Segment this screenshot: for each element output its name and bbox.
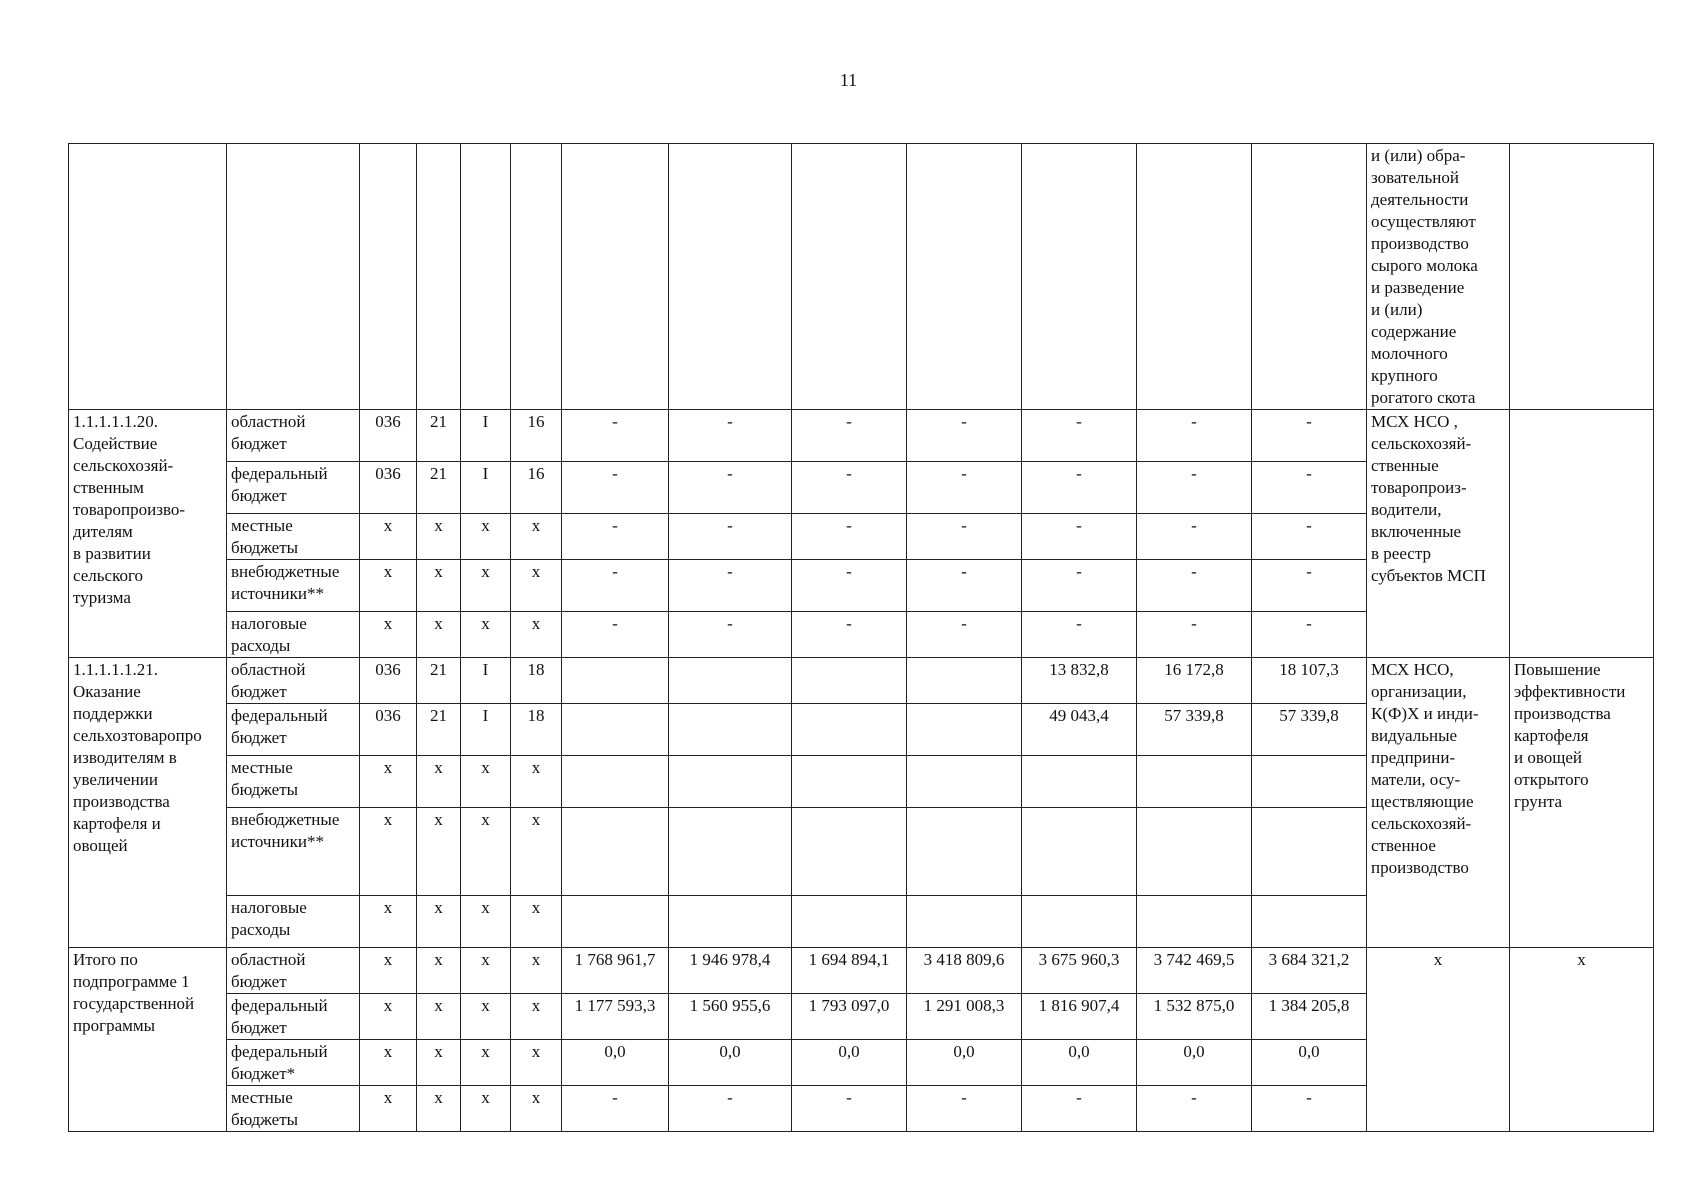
amount-cell: - xyxy=(792,612,907,658)
amount-cell: 1 946 978,4 xyxy=(669,948,792,994)
amount-cell: - xyxy=(907,1086,1022,1132)
amount-cell xyxy=(669,756,792,808)
table-cell xyxy=(69,144,227,410)
funding-table xyxy=(68,143,1654,1132)
budget-code-cell: х xyxy=(360,896,417,948)
amount-cell: - xyxy=(669,514,792,560)
executor-cell-continuation: и (или) обра- зовательной деятельности осуществляют производство сырого молока и разведение и (или) содержание молочного крупного рогатого скота xyxy=(1367,144,1510,410)
activity-name-cell: 1.1.1.1.1.21. Оказание поддержки сельхозтоваропро изводителям в увеличении производства картофеля и овощей xyxy=(69,658,227,948)
budget-code-cell: х xyxy=(511,514,562,560)
amount-cell: - xyxy=(562,560,669,612)
amount-cell: - xyxy=(1022,612,1137,658)
expected-result-cell: х xyxy=(1510,948,1654,1132)
amount-cell: - xyxy=(907,410,1022,462)
amount-cell: - xyxy=(907,514,1022,560)
amount-cell xyxy=(1137,808,1252,896)
amount-cell: 57 339,8 xyxy=(1137,704,1252,756)
budget-code-cell: 21 xyxy=(417,658,461,704)
amount-cell: - xyxy=(1022,514,1137,560)
table-row xyxy=(69,658,1654,704)
amount-cell: - xyxy=(792,1086,907,1132)
amount-cell: - xyxy=(1252,560,1367,612)
budget-code-cell: х xyxy=(461,948,511,994)
table-cell xyxy=(1137,144,1252,410)
budget-code-cell: 16 xyxy=(511,410,562,462)
budget-code-cell: х xyxy=(360,560,417,612)
amount-cell: 0,0 xyxy=(1252,1040,1367,1086)
funding-source-cell: федеральный бюджет* xyxy=(227,1040,360,1086)
funding-source-cell: областной бюджет xyxy=(227,410,360,462)
budget-code-cell: 21 xyxy=(417,462,461,514)
activity-name-cell: Итого по подпрограмме 1 государственной программы xyxy=(69,948,227,1132)
amount-cell: - xyxy=(669,410,792,462)
amount-cell xyxy=(907,704,1022,756)
amount-cell xyxy=(669,704,792,756)
budget-code-cell: 16 xyxy=(511,462,562,514)
amount-cell: - xyxy=(1022,560,1137,612)
amount-cell xyxy=(669,808,792,896)
budget-code-cell: I xyxy=(461,462,511,514)
amount-cell: - xyxy=(1252,514,1367,560)
budget-code-cell: х xyxy=(360,808,417,896)
budget-code-cell: 036 xyxy=(360,658,417,704)
table-cell xyxy=(669,144,792,410)
funding-source-cell: местные бюджеты xyxy=(227,756,360,808)
amount-cell: - xyxy=(1252,462,1367,514)
amount-cell: 0,0 xyxy=(907,1040,1022,1086)
budget-code-cell: 036 xyxy=(360,462,417,514)
budget-code-cell: х xyxy=(511,612,562,658)
table-cell xyxy=(1022,144,1137,410)
executor-cell: МСХ НСО, организации, К(Ф)Х и инди- видуальные предприни- матели, осу- ществляющие сельскохозяй- ственное производство xyxy=(1367,658,1510,948)
amount-cell: - xyxy=(669,1086,792,1132)
amount-cell: 3 742 469,5 xyxy=(1137,948,1252,994)
budget-code-cell: I xyxy=(461,410,511,462)
table-cell xyxy=(461,144,511,410)
amount-cell: 1 177 593,3 xyxy=(562,994,669,1040)
amount-cell: - xyxy=(562,462,669,514)
budget-code-cell: х xyxy=(360,948,417,994)
funding-source-cell: федеральный бюджет xyxy=(227,994,360,1040)
budget-code-cell: х xyxy=(511,756,562,808)
budget-code-cell: х xyxy=(511,994,562,1040)
budget-code-cell: I xyxy=(461,658,511,704)
budget-code-cell: 036 xyxy=(360,704,417,756)
funding-source-cell: областной бюджет xyxy=(227,948,360,994)
amount-cell: 3 684 321,2 xyxy=(1252,948,1367,994)
amount-cell xyxy=(907,658,1022,704)
table-cell xyxy=(1510,144,1654,410)
amount-cell: 1 694 894,1 xyxy=(792,948,907,994)
amount-cell: 0,0 xyxy=(1022,1040,1137,1086)
budget-code-cell: х xyxy=(417,896,461,948)
amount-cell: 13 832,8 xyxy=(1022,658,1137,704)
table-cell xyxy=(511,144,562,410)
amount-cell xyxy=(562,704,669,756)
funding-source-cell: областной бюджет xyxy=(227,658,360,704)
funding-source-cell: налоговые расходы xyxy=(227,896,360,948)
amount-cell: 1 532 875,0 xyxy=(1137,994,1252,1040)
table-row xyxy=(69,410,1654,462)
budget-code-cell: х xyxy=(461,1040,511,1086)
amount-cell xyxy=(669,896,792,948)
budget-code-cell: х xyxy=(360,1086,417,1132)
amount-cell xyxy=(907,808,1022,896)
table-cell xyxy=(562,144,669,410)
amount-cell: - xyxy=(1252,1086,1367,1132)
amount-cell: - xyxy=(562,1086,669,1132)
budget-code-cell: х xyxy=(461,994,511,1040)
funding-source-cell: внебюджетные источники** xyxy=(227,560,360,612)
amount-cell: - xyxy=(562,612,669,658)
budget-code-cell: х xyxy=(360,756,417,808)
amount-cell: 0,0 xyxy=(792,1040,907,1086)
budget-code-cell: х xyxy=(461,896,511,948)
budget-code-cell: х xyxy=(511,1040,562,1086)
table-cell xyxy=(417,144,461,410)
amount-cell: - xyxy=(1137,1086,1252,1132)
budget-code-cell: х xyxy=(461,560,511,612)
amount-cell: 0,0 xyxy=(669,1040,792,1086)
amount-cell: - xyxy=(669,612,792,658)
amount-cell: 0,0 xyxy=(1137,1040,1252,1086)
table-cell xyxy=(227,144,360,410)
amount-cell: - xyxy=(792,410,907,462)
amount-cell xyxy=(907,756,1022,808)
amount-cell: 57 339,8 xyxy=(1252,704,1367,756)
amount-cell: - xyxy=(792,462,907,514)
amount-cell: 1 384 205,8 xyxy=(1252,994,1367,1040)
amount-cell: - xyxy=(1252,612,1367,658)
amount-cell: 18 107,3 xyxy=(1252,658,1367,704)
table-row xyxy=(69,948,1654,994)
amount-cell: - xyxy=(792,514,907,560)
amount-cell xyxy=(1022,756,1137,808)
table-body xyxy=(69,144,1654,1132)
amount-cell: 49 043,4 xyxy=(1022,704,1137,756)
amount-cell: - xyxy=(1137,410,1252,462)
activity-name-cell: 1.1.1.1.1.20. Содействие сельскохозяй- ственным товаропроизво- дителям в развитии сельского туризма xyxy=(69,410,227,658)
funding-source-cell: федеральный бюджет xyxy=(227,704,360,756)
amount-cell: - xyxy=(792,560,907,612)
budget-code-cell: х xyxy=(360,514,417,560)
table-cell xyxy=(360,144,417,410)
amount-cell: 0,0 xyxy=(562,1040,669,1086)
amount-cell xyxy=(562,756,669,808)
amount-cell: 16 172,8 xyxy=(1137,658,1252,704)
amount-cell xyxy=(1252,756,1367,808)
amount-cell: - xyxy=(1137,560,1252,612)
amount-cell: 1 768 961,7 xyxy=(562,948,669,994)
amount-cell: - xyxy=(1252,410,1367,462)
amount-cell xyxy=(1022,896,1137,948)
amount-cell xyxy=(792,896,907,948)
amount-cell xyxy=(792,808,907,896)
funding-source-cell: налоговые расходы xyxy=(227,612,360,658)
budget-code-cell: х xyxy=(417,948,461,994)
amount-cell: - xyxy=(907,462,1022,514)
budget-code-cell: х xyxy=(461,756,511,808)
funding-source-cell: местные бюджеты xyxy=(227,1086,360,1132)
amount-cell: 1 793 097,0 xyxy=(792,994,907,1040)
table-cell xyxy=(1252,144,1367,410)
budget-code-cell: х xyxy=(417,756,461,808)
amount-cell: - xyxy=(907,612,1022,658)
budget-code-cell: 21 xyxy=(417,410,461,462)
amount-cell: - xyxy=(1137,462,1252,514)
budget-code-cell: х xyxy=(360,1040,417,1086)
amount-cell xyxy=(907,896,1022,948)
budget-code-cell: х xyxy=(511,560,562,612)
expected-result-cell: Повышение эффективности производства картофеля и овощей открытого грунта xyxy=(1510,658,1654,948)
amount-cell xyxy=(562,658,669,704)
budget-code-cell: х xyxy=(461,514,511,560)
budget-code-cell: 036 xyxy=(360,410,417,462)
amount-cell: - xyxy=(669,560,792,612)
budget-code-cell: х xyxy=(461,612,511,658)
amount-cell: - xyxy=(907,560,1022,612)
amount-cell xyxy=(792,658,907,704)
amount-cell xyxy=(1137,896,1252,948)
table-cell xyxy=(907,144,1022,410)
executor-cell: МСХ НСО , сельскохозяй- ственные товаропроиз- водители, включенные в реестр субъектов МСП xyxy=(1367,410,1510,658)
amount-cell xyxy=(792,756,907,808)
amount-cell: 1 291 008,3 xyxy=(907,994,1022,1040)
budget-code-cell: х xyxy=(511,808,562,896)
budget-code-cell: х xyxy=(417,514,461,560)
budget-code-cell: х xyxy=(417,994,461,1040)
executor-cell: х xyxy=(1367,948,1510,1132)
amount-cell: - xyxy=(669,462,792,514)
budget-code-cell: х xyxy=(360,994,417,1040)
budget-code-cell: 21 xyxy=(417,704,461,756)
budget-code-cell: х xyxy=(417,808,461,896)
budget-code-cell: х xyxy=(461,1086,511,1132)
amount-cell: - xyxy=(1022,1086,1137,1132)
amount-cell: - xyxy=(562,410,669,462)
amount-cell: 1 816 907,4 xyxy=(1022,994,1137,1040)
table-cell xyxy=(792,144,907,410)
budget-code-cell: х xyxy=(511,1086,562,1132)
table-row-continuation xyxy=(69,144,1654,410)
amount-cell: - xyxy=(1137,514,1252,560)
expected-result-cell xyxy=(1510,410,1654,658)
amount-cell: 3 675 960,3 xyxy=(1022,948,1137,994)
budget-code-cell: 18 xyxy=(511,658,562,704)
budget-code-cell: х xyxy=(461,808,511,896)
budget-code-cell: х xyxy=(511,948,562,994)
amount-cell: - xyxy=(1137,612,1252,658)
amount-cell xyxy=(562,896,669,948)
budget-code-cell: 18 xyxy=(511,704,562,756)
amount-cell: 1 560 955,6 xyxy=(669,994,792,1040)
funding-source-cell: местные бюджеты xyxy=(227,514,360,560)
budget-code-cell: х xyxy=(417,1086,461,1132)
amount-cell: 3 418 809,6 xyxy=(907,948,1022,994)
amount-cell xyxy=(1252,896,1367,948)
amount-cell xyxy=(792,704,907,756)
amount-cell xyxy=(562,808,669,896)
budget-code-cell: х xyxy=(511,896,562,948)
budget-code-cell: I xyxy=(461,704,511,756)
amount-cell xyxy=(1022,808,1137,896)
amount-cell xyxy=(1252,808,1367,896)
amount-cell xyxy=(669,658,792,704)
budget-code-cell: х xyxy=(417,612,461,658)
page-number: 11 xyxy=(839,70,858,90)
amount-cell: - xyxy=(1022,410,1137,462)
budget-code-cell: х xyxy=(417,1040,461,1086)
budget-code-cell: х xyxy=(417,560,461,612)
funding-source-cell: федеральный бюджет xyxy=(227,462,360,514)
budget-code-cell: х xyxy=(360,612,417,658)
amount-cell: - xyxy=(562,514,669,560)
funding-source-cell: внебюджетные источники** xyxy=(227,808,360,896)
amount-cell: - xyxy=(1022,462,1137,514)
amount-cell xyxy=(1137,756,1252,808)
